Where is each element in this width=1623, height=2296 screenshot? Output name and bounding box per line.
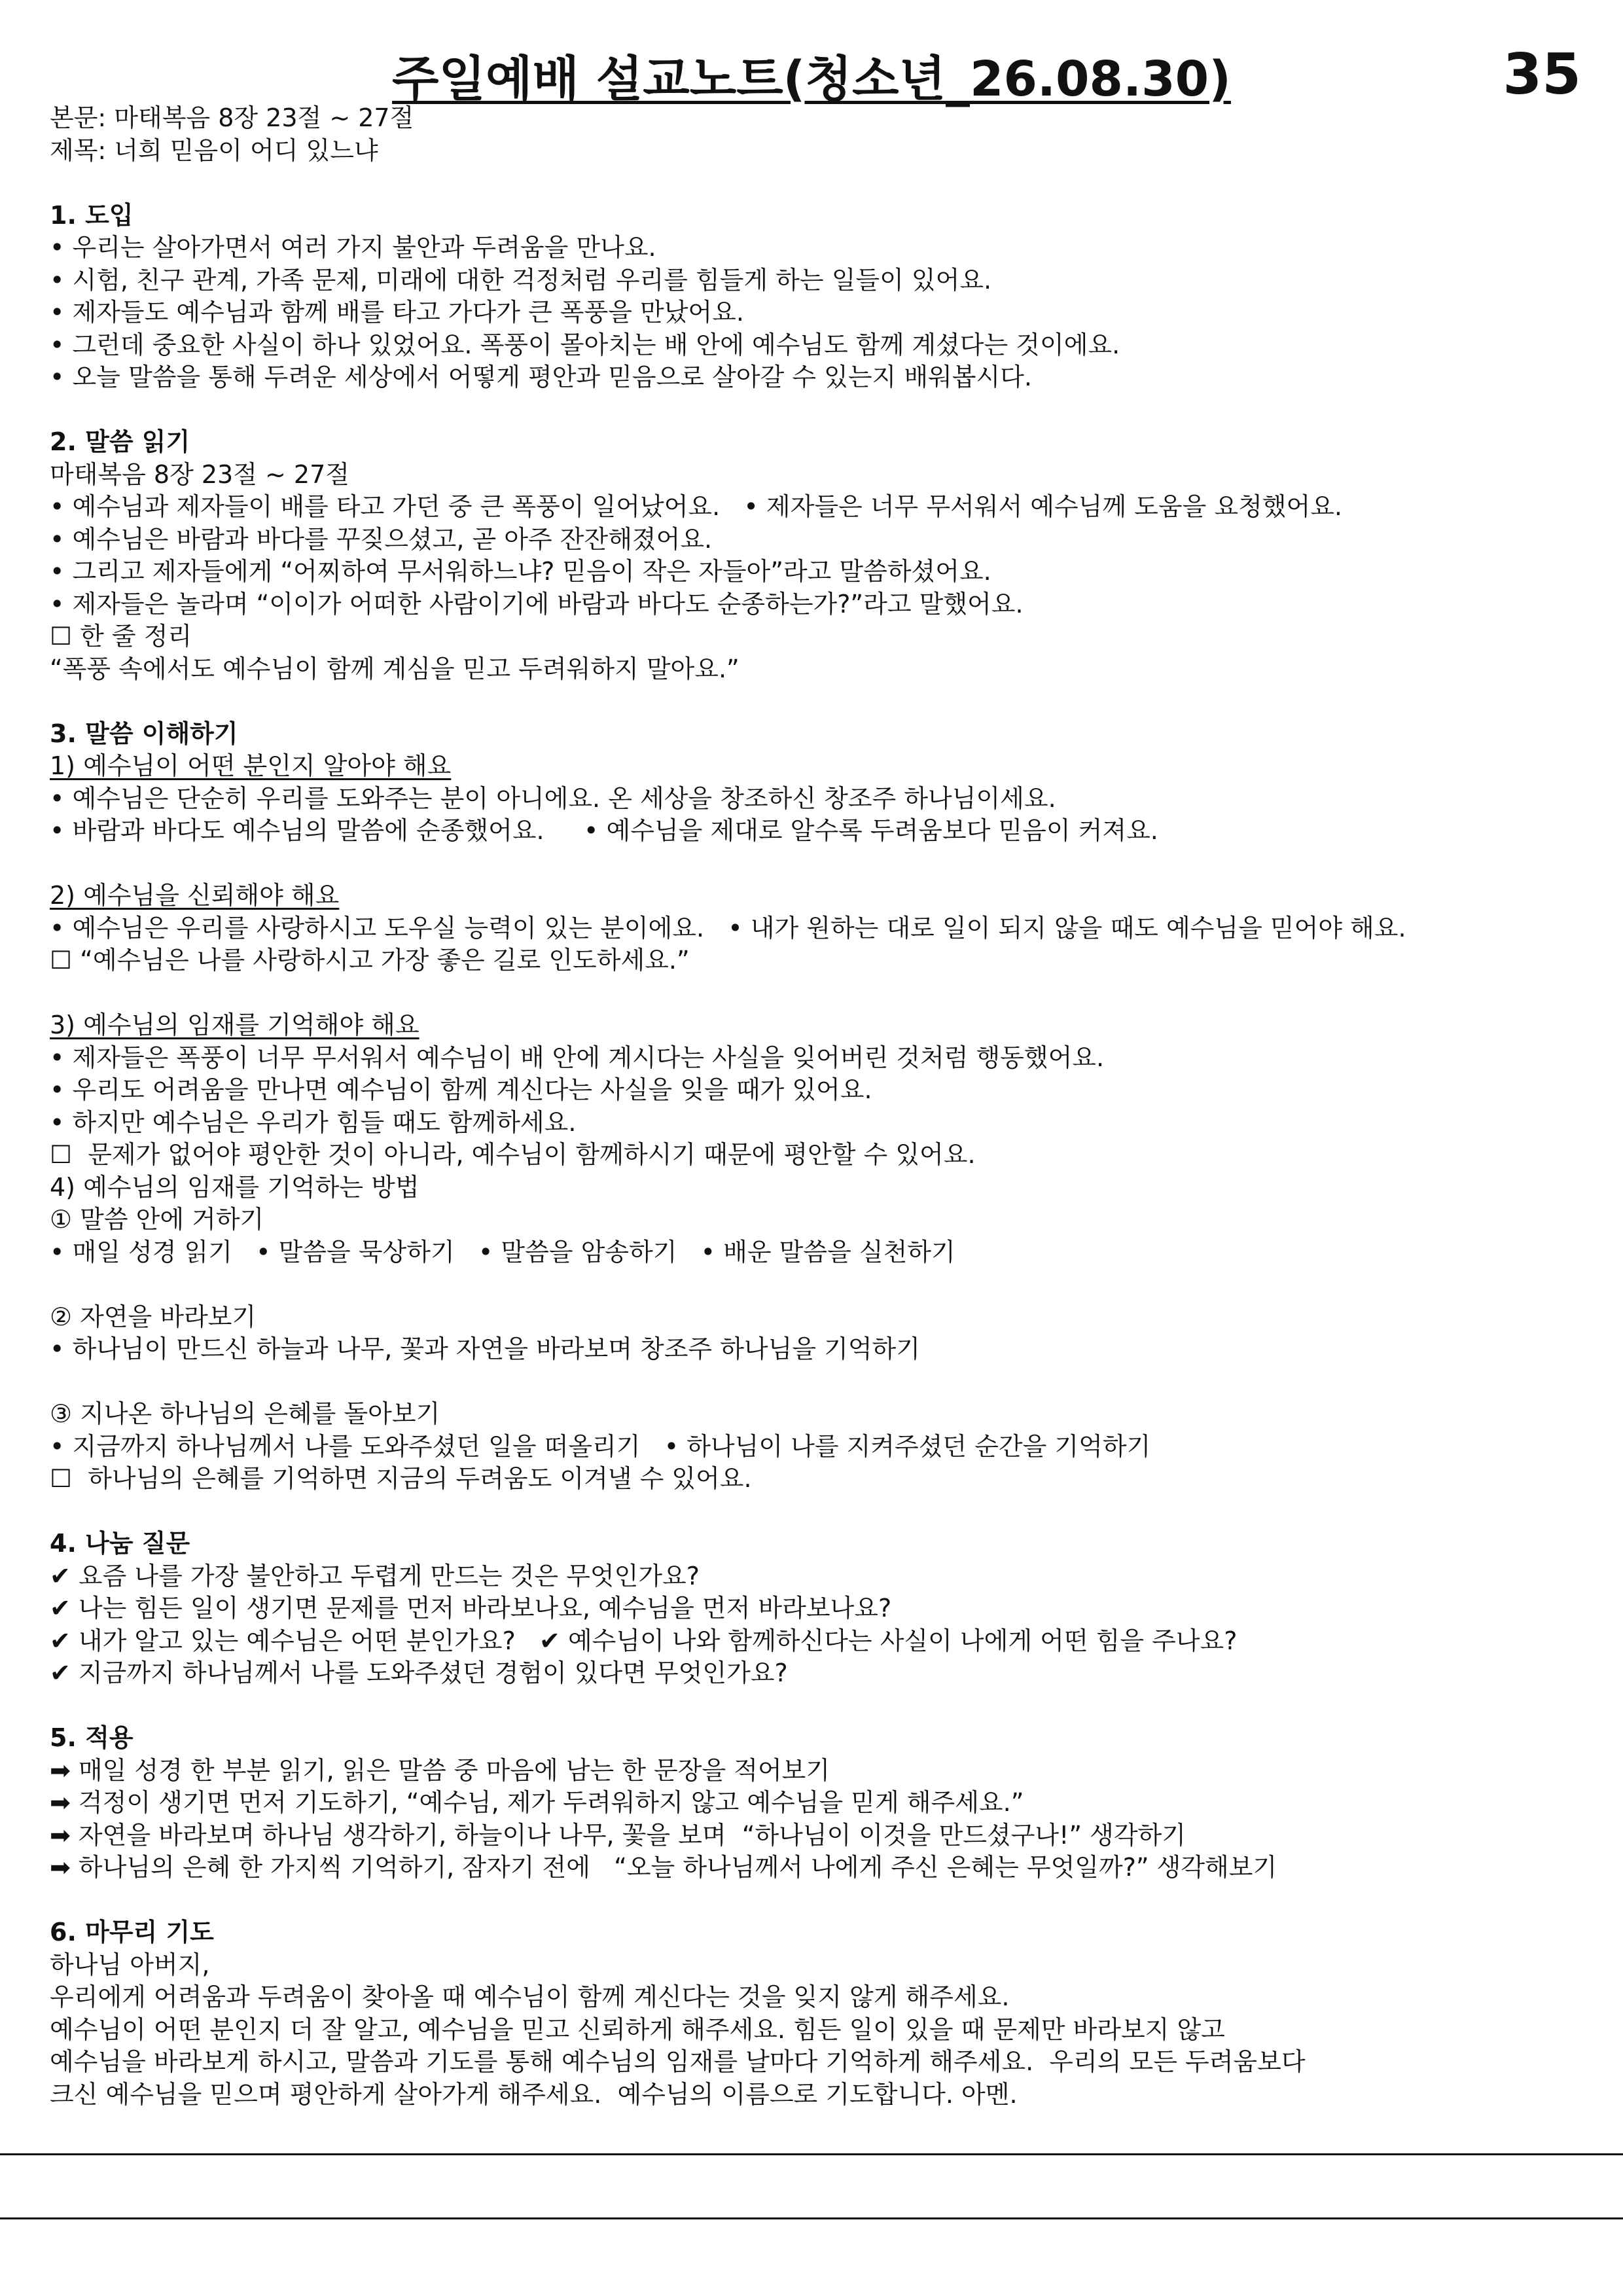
divider-line [0,2153,1623,2155]
prayer-line: 예수님이 어떤 분인지 더 잘 알고, 예수님을 믿고 신뢰하게 해주세요. 힘든 일이 있을 때 문제만 바라보지 않고 [50,2015,1225,2044]
list-item: ☐ 문제가 없어야 평안한 것이 아니라, 예수님이 함께하시기 때문에 평안할 수 있어요. [50,1140,976,1169]
list-item: • 바람과 바다도 예수님의 말씀에 순종했어요. • 예수님을 제대로 알수록 두려움보다 믿음이 커져요. [50,816,1158,845]
subheading: 1) 예수님이 어떤 분인지 알아야 해요 [50,751,452,780]
list-item: • 제자들도 예수님과 함께 배를 타고 가다가 큰 폭풍을 만났어요. [50,298,744,327]
list-item: • 우리도 어려움을 만나면 예수님이 함께 계신다는 사실을 잊을 때가 있어요. [50,1075,872,1104]
page-number: 35 [1503,42,1581,107]
list-item: • 매일 성경 읽기 • 말씀을 묵상하기 • 말씀을 암송하기 • 배운 말씀을 실천하기 [50,1237,955,1266]
page-title: 주일예배 설교노트(청소년_26.08.30) [392,51,1231,107]
list-item: ➡ 걱정이 생기면 먼저 기도하기, “예수님, 제가 두려워하지 않고 예수님을 믿게 해주세요.” [50,1788,1024,1817]
list-item: • 그런데 중요한 사실이 하나 있었어요. 폭풍이 몰아치는 배 안에 예수님도 함께 계셨다는 것이에요. [50,330,1120,359]
prayer-line: 우리에게 어려움과 두려움이 찾아올 때 예수님이 함께 계신다는 것을 잊지 않게 해주세요. [50,1982,1010,2011]
list-item: • 우리는 살아가면서 여러 가지 불안과 두려움을 만나요. [50,233,656,262]
prayer-line: 크신 예수님을 믿으며 평안하게 살아가게 해주세요. 예수님의 이름으로 기도합니다. 아멘. [50,2079,1018,2109]
list-item: • 하나님이 만드신 하늘과 나무, 꽃과 자연을 바라보며 창조주 하나님을 기억하기 [50,1335,920,1363]
subheading: ② 자연을 바라보기 [50,1302,257,1331]
section-heading-understanding: 3. 말씀 이해하기 [50,719,238,748]
scripture-reference: 본문: 마태복음 8장 23절 ~ 27절 [50,103,414,132]
subheading: ③ 지나온 하나님의 은혜를 돌아보기 [50,1399,440,1428]
divider-line [0,2217,1623,2219]
list-item: • 제자들은 놀라며 “이이가 어떠한 사람이기에 바람과 바다도 순종하는가?”라고 말했어요. [50,589,1024,619]
list-item: ➡ 하나님의 은혜 한 가지씩 기억하기, 잠자기 전에 “오늘 하나님께서 나에게 주신 은혜는 무엇일까?” 생각해보기 [50,1853,1277,1882]
section-heading-reading: 2. 말씀 읽기 [50,427,190,456]
list-item: • 예수님은 우리를 사랑하시고 도우실 능력이 있는 분이에요. • 내가 원하는 대로 일이 되지 않을 때도 예수님을 믿어야 해요. [50,913,1406,942]
list-item: ➡ 자연을 바라보며 하나님 생각하기, 하늘이나 나무, 꽃을 보며 “하나님이 이것을 만드셨구나!” 생각하기 [50,1820,1186,1850]
sermon-notes-body [50,102,1581,2111]
list-item: ① 말씀 안에 거하기 [50,1205,264,1234]
subheading: 3) 예수님의 임재를 기억해야 해요 [50,1011,419,1039]
list-item: 4) 예수님의 임재를 기억하는 방법 [50,1172,419,1202]
section-heading-intro: 1. 도입 [50,200,134,230]
section-heading-application: 5. 적용 [50,1723,134,1752]
list-item: • 제자들은 폭풍이 너무 무서워서 예수님이 배 안에 계시다는 사실을 잊어버린 것처럼 행동했어요. [50,1043,1105,1072]
list-item: ☐ 하나님의 은혜를 기억하면 지금의 두려움도 이겨낼 수 있어요. [50,1464,752,1493]
list-item: • 예수님은 바람과 바다를 꾸짖으셨고, 곧 아주 잔잔해졌어요. [50,524,713,554]
prayer-line: 하나님 아버지, [50,1950,210,1979]
section-heading-sharing: 4. 나눔 질문 [50,1529,190,1558]
list-item: • 예수님은 단순히 우리를 도와주는 분이 아니에요. 온 세상을 창조하신 창조주 하나님이세요. [50,783,1056,813]
list-item: • 오늘 말씀을 통해 두려운 세상에서 어떻게 평안과 믿음으로 살아갈 수 있는지 배워봅시다. [50,363,1032,391]
list-item: • 시험, 친구 관계, 가족 문제, 미래에 대한 걱정처럼 우리를 힘들게 하는 일들이 있어요. [50,265,992,295]
list-item: • 지금까지 하나님께서 나를 도와주셨던 일을 떠올리기 • 하나님이 나를 지켜주셨던 순간을 기억하기 [50,1431,1151,1461]
subheading: 2) 예수님을 신뢰해야 해요 [50,881,340,910]
section-heading-prayer: 6. 마무리 기도 [50,1918,214,1946]
list-item: ✔ 내가 알고 있는 예수님은 어떤 분인가요? ✔ 예수님이 나와 함께하신다는 사실이 나에게 어떤 힘을 주나요? [50,1626,1238,1655]
list-item: • 예수님과 제자들이 배를 타고 가던 중 큰 폭풍이 일어났어요. • 제자들은 너무 무서워서 예수님께 도움을 요청했어요. [50,492,1342,521]
list-item: ☐ 한 줄 정리 [50,622,192,651]
list-item: • 하지만 예수님은 우리가 힘들 때도 함께하세요. [50,1107,577,1137]
list-item: ☐ “예수님은 나를 사랑하시고 가장 좋은 길로 인도하세요.” [50,946,690,975]
list-item: ✔ 요즘 나를 가장 불안하고 두렵게 만드는 것은 무엇인가요? [50,1561,700,1590]
list-item: • 그리고 제자들에게 “어찌하여 무서워하느냐? 믿음이 작은 자들아”라고 말씀하셨어요. [50,557,991,586]
list-item: 마태복음 8장 23절 ~ 27절 [50,459,349,489]
sermon-title: 제목: 너희 믿음이 어디 있느냐 [50,135,378,165]
list-item: ✔ 지금까지 하나님께서 나를 도와주셨던 경험이 있다면 무엇인가요? [50,1659,788,1687]
list-item: “폭풍 속에서도 예수님이 함께 계심을 믿고 두려워하지 말아요.” [50,654,740,683]
list-item: ➡ 매일 성경 한 부분 읽기, 읽은 말씀 중 마음에 남는 한 문장을 적어보기 [50,1755,830,1785]
list-item: ✔ 나는 힘든 일이 생기면 문제를 먼저 바라보나요, 예수님을 먼저 바라보나요? [50,1594,892,1623]
prayer-line: 예수님을 바라보게 하시고, 말씀과 기도를 통해 예수님의 임재를 날마다 기억하게 해주세요. 우리의 모든 두려움보다 [50,2047,1306,2076]
